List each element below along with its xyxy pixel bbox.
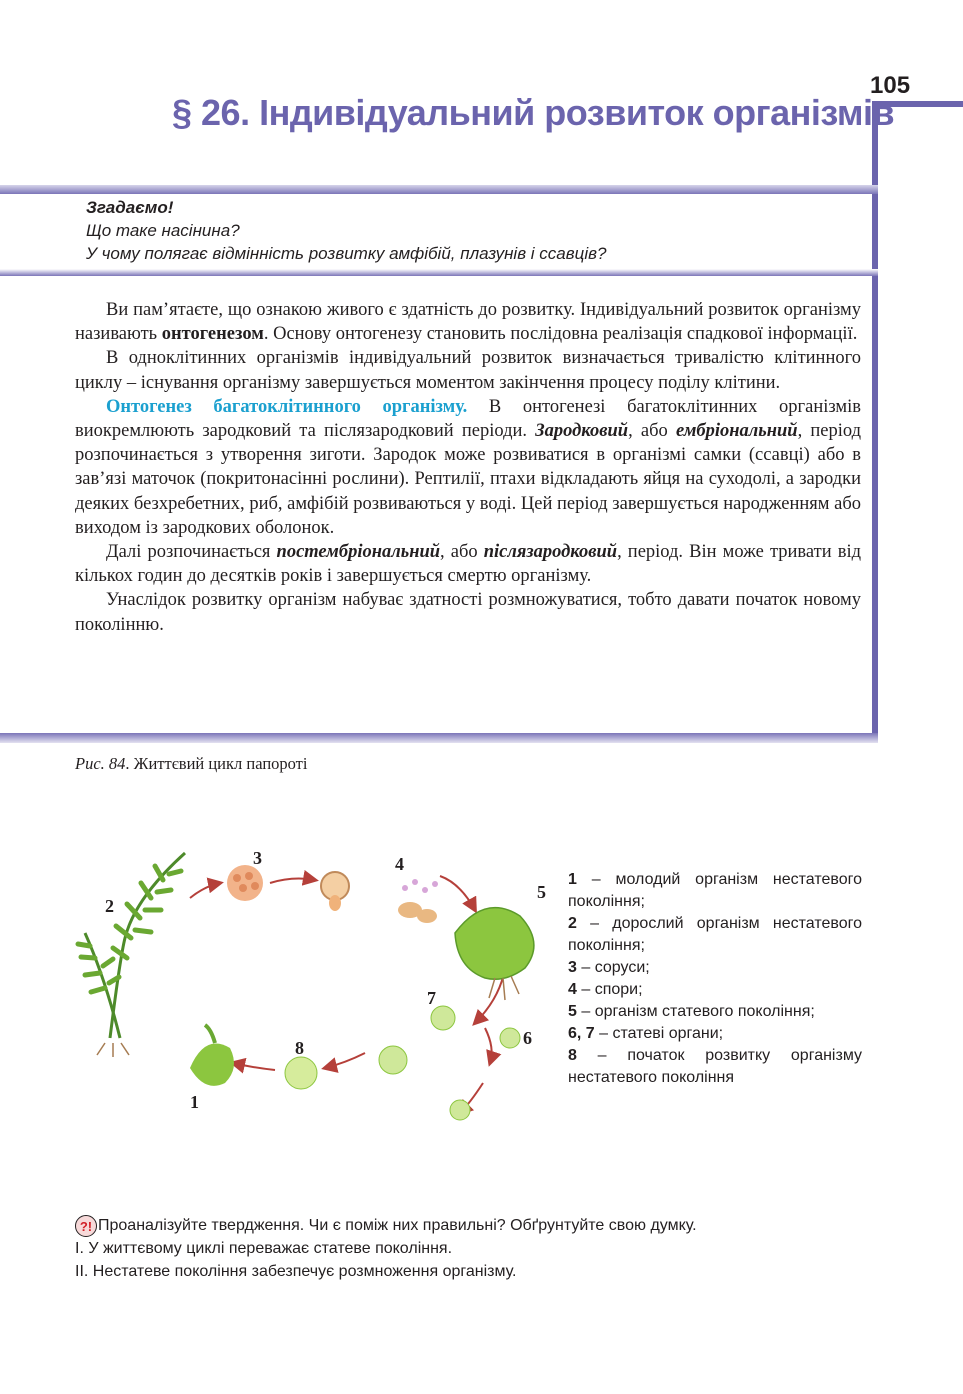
section-band-bottom bbox=[0, 733, 878, 743]
sex-organs bbox=[379, 1006, 520, 1120]
legend-item bbox=[568, 957, 862, 979]
legend-item bbox=[568, 913, 862, 957]
legend-text: – організм статевого покоління; bbox=[576, 1003, 815, 1020]
legend-number: 4 bbox=[568, 981, 577, 998]
text-run: Далі розпочинається bbox=[106, 542, 277, 563]
recall-band-top bbox=[0, 185, 878, 194]
legend-text: – соруси; bbox=[576, 959, 650, 976]
legend-text: – спори; bbox=[576, 981, 643, 998]
diagram-label-8: 8 bbox=[295, 1038, 304, 1058]
recall-band-bottom bbox=[0, 269, 878, 276]
legend-text: – молодий організм нестатевого покоління; bbox=[568, 871, 862, 910]
text-run: . Основу онтогенезу становить послідовна реалізація спадкової інформації. bbox=[263, 324, 858, 345]
legend-number: 5 bbox=[568, 1003, 577, 1020]
term-ontogenesis: онтогенезом bbox=[161, 324, 264, 345]
spores bbox=[398, 879, 438, 923]
fern-sporophyte-adult bbox=[78, 853, 185, 1057]
page-frame-line bbox=[872, 101, 878, 741]
question-exclamation-icon: ?! bbox=[75, 1215, 97, 1237]
recall-box bbox=[86, 196, 606, 265]
text-run: , період. Він може тривати від кількох годин до десятків років і завершується смертю організму. bbox=[75, 542, 862, 587]
term-postembryonic: постембріональний bbox=[276, 542, 441, 563]
text-run: , або bbox=[628, 421, 676, 442]
legend-item bbox=[568, 979, 862, 1001]
diagram-label-4: 4 bbox=[395, 854, 404, 874]
sporangium bbox=[321, 872, 349, 911]
page-number: 105 bbox=[870, 72, 911, 99]
main-text bbox=[75, 298, 861, 637]
task-statement: ІІ. Нестатеве покоління забезпечує розмноження організму. bbox=[75, 1263, 517, 1280]
legend-number: 8 bbox=[568, 1047, 577, 1064]
term-embryonal: ембріональний bbox=[675, 421, 798, 442]
paragraph bbox=[75, 540, 861, 588]
legend-number: 1 bbox=[568, 871, 577, 888]
paragraph: Унаслідок розвитку організм набуває здатності розмножуватися, тобто давати початок новому поколінню. bbox=[75, 590, 861, 635]
figure-title: . Життєвий цикл папороті bbox=[125, 754, 308, 773]
legend-item bbox=[568, 1045, 862, 1089]
diagram-label-5: 5 bbox=[537, 882, 546, 902]
paragraph bbox=[75, 298, 861, 346]
legend-number: 2 bbox=[568, 915, 577, 932]
text-run: Ви пам’ятаєте, що ознакою живого є здатність до розвитку. Індивідуальний розвиток організму називають bbox=[75, 300, 861, 345]
figure-legend bbox=[568, 869, 862, 1089]
task-block bbox=[75, 1214, 697, 1283]
recall-title: Згадаємо! bbox=[86, 198, 174, 217]
text-run: , період розпочинається з утворення зиготи. Зародок може розвиватися в організмі самки (ссавці) або в зав’язі маточок (покритонасінні рослини). Рептилії, птахи відкладають яйця на суходолі, а зародки деяких безхребетних, риб, амфібій розвиваються у воді. Цей період завершується народженням або виходом із зародкових оболонок. bbox=[75, 421, 861, 538]
diagram-label-3: 3 bbox=[253, 848, 262, 868]
legend-number: 6, 7 bbox=[568, 1025, 595, 1042]
text-run: , або bbox=[440, 542, 484, 563]
legend-item bbox=[568, 1001, 862, 1023]
diagram-label-7: 7 bbox=[427, 988, 436, 1008]
task-statement: І. У життєвому циклі переважає статеве покоління. bbox=[75, 1240, 453, 1257]
term-postgerminal: післязародковий bbox=[483, 542, 618, 563]
page-title: § 26. Індивідуальний розвиток організмів bbox=[172, 92, 895, 133]
figure-label: Рис. 84 bbox=[75, 754, 126, 773]
gametophyte bbox=[455, 908, 534, 1000]
legend-text: – початок розвитку організму нестатевого покоління bbox=[568, 1047, 862, 1086]
text-run: В онтогенезі багатоклітинних організмів виокремлюють зародковий та післязародковий періоди. bbox=[75, 396, 861, 442]
term-embryonic: Зародковий bbox=[535, 421, 629, 442]
recall-question: Що таке насінина? bbox=[86, 221, 240, 240]
legend-text: – дорослий організм нестатевого покоління; bbox=[568, 915, 862, 954]
section-heading: Онтогенез багатоклітинного організму. bbox=[106, 396, 468, 417]
diagram-label-1: 1 bbox=[190, 1092, 199, 1112]
legend-text: – статеві органи; bbox=[594, 1025, 724, 1042]
diagram-label-2: 2 bbox=[105, 896, 114, 916]
legend-number: 3 bbox=[568, 959, 577, 976]
task-question-line bbox=[75, 1214, 697, 1237]
paragraph: В одноклітинних організмів індивідуальний розвиток визначається тривалістю клітинного циклу – існування організму завершується моментом закінчення процесу поділу клітини. bbox=[75, 348, 861, 393]
recall-question: У чому полягає відмінність розвитку амфібій, плазунів і ссавців? bbox=[86, 244, 607, 263]
task-question: Проаналізуйте твердження. Чи є поміж них правильні? Обґрунтуйте свою думку. bbox=[98, 1217, 697, 1234]
diagram-label-6: 6 bbox=[523, 1028, 532, 1048]
sori bbox=[227, 865, 263, 901]
cycle-arrows bbox=[190, 876, 505, 1113]
legend-item bbox=[568, 869, 862, 913]
fern-life-cycle-diagram bbox=[65, 838, 555, 1138]
legend-item bbox=[568, 1023, 862, 1045]
paragraph bbox=[75, 395, 861, 540]
figure-caption bbox=[75, 754, 307, 774]
